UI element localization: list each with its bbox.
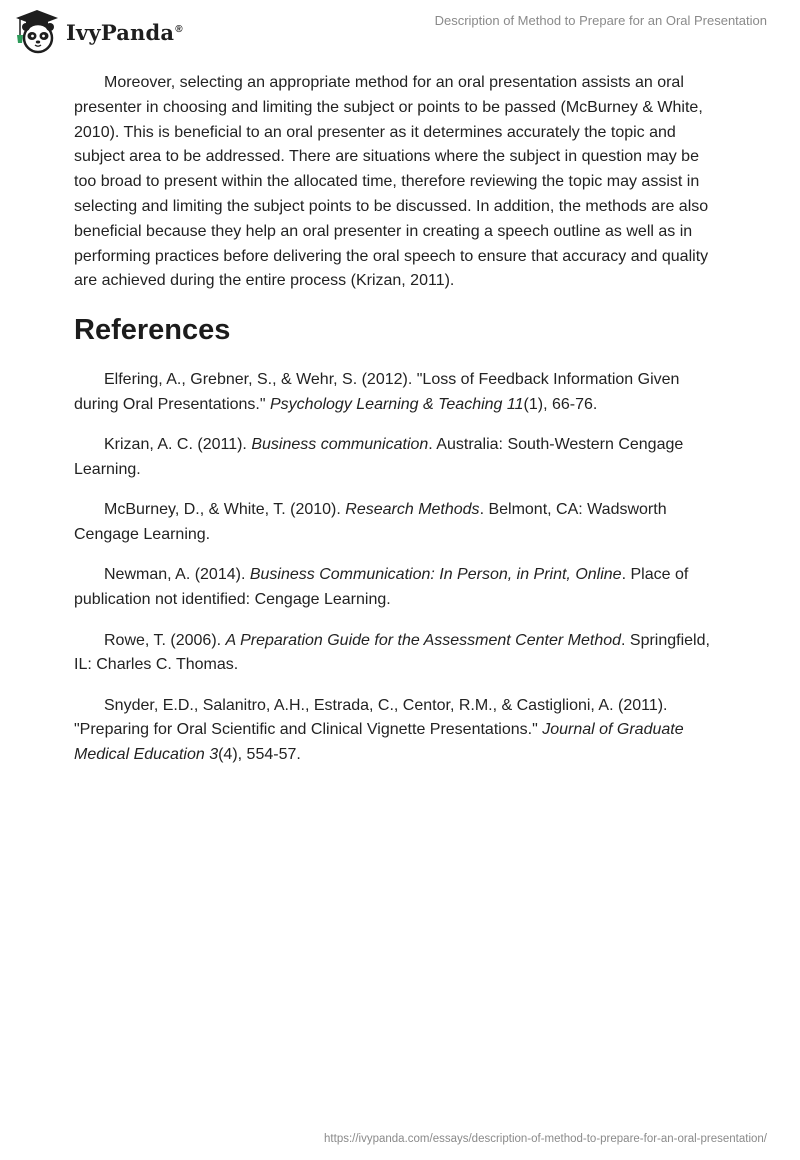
ivypanda-logo[interactable]: [14, 8, 183, 54]
reference-item: Newman, A. (2014). Business Communication: In Person, in Print, Online. Place of publication not identified: Cengage Learning.: [74, 566, 689, 609]
body-paragraph: Moreover, selecting an appropriate method for an oral presentation assists an oral presenter in choosing and limiting the subject or points to be passed (McBurney & White, 2010). This is beneficial to an oral presenter as it determines accurately the topic and subject area to be addressed. There are situations where the subject in question may be too broad to present within the allocated time, therefore reviewing the topic may assist in selecting and limiting the subject points to be discussed. In addition, the methods are also beneficial because they help an oral presenter in creating a speech outline as well as in performing practices before delivering the oral speech to ensure that accuracy and quality are achieved during the entire process (Krizan, 2011).: [74, 74, 709, 290]
logo-wordmark: IvyPanda®: [66, 19, 183, 45]
essay-content: [74, 71, 724, 784]
page-header: [0, 0, 800, 60]
reference-item: Krizan, A. C. (2011). Business communication. Australia: South-Western Cengage Learning.: [74, 436, 684, 479]
reference-item: Elfering, A., Grebner, S., & Wehr, S. (2012). "Loss of Feedback Information Given during Oral Presentations." Psychology Learning & Teaching 11(1), 66-76.: [74, 371, 680, 413]
reference-item: McBurney, D., & White, T. (2010). Research Methods. Belmont, CA: Wadsworth Cengage Learning.: [74, 501, 667, 544]
reference-item: Snyder, E.D., Salanitro, A.H., Estrada, C., Centor, R.M., & Castiglioni, A. (2011). "Preparing for Oral Scientific and Clinical Vignette Presentations." Journal of Graduate Medical Education 3(4), 554-57.: [74, 696, 684, 764]
references-heading: References: [74, 314, 231, 347]
document-title: Description of Method to Prepare for an Oral Presentation: [434, 13, 767, 28]
reference-item: Rowe, T. (2006). A Preparation Guide for the Assessment Center Method. Springfield, IL: Charles C. Thomas.: [74, 631, 710, 674]
panda-graduate-icon: [14, 8, 60, 54]
reference-list: [74, 368, 724, 768]
source-url-link[interactable]: https://ivypanda.com/essays/description-of-method-to-prepare-for-an-oral-presentation/: [324, 1133, 767, 1145]
